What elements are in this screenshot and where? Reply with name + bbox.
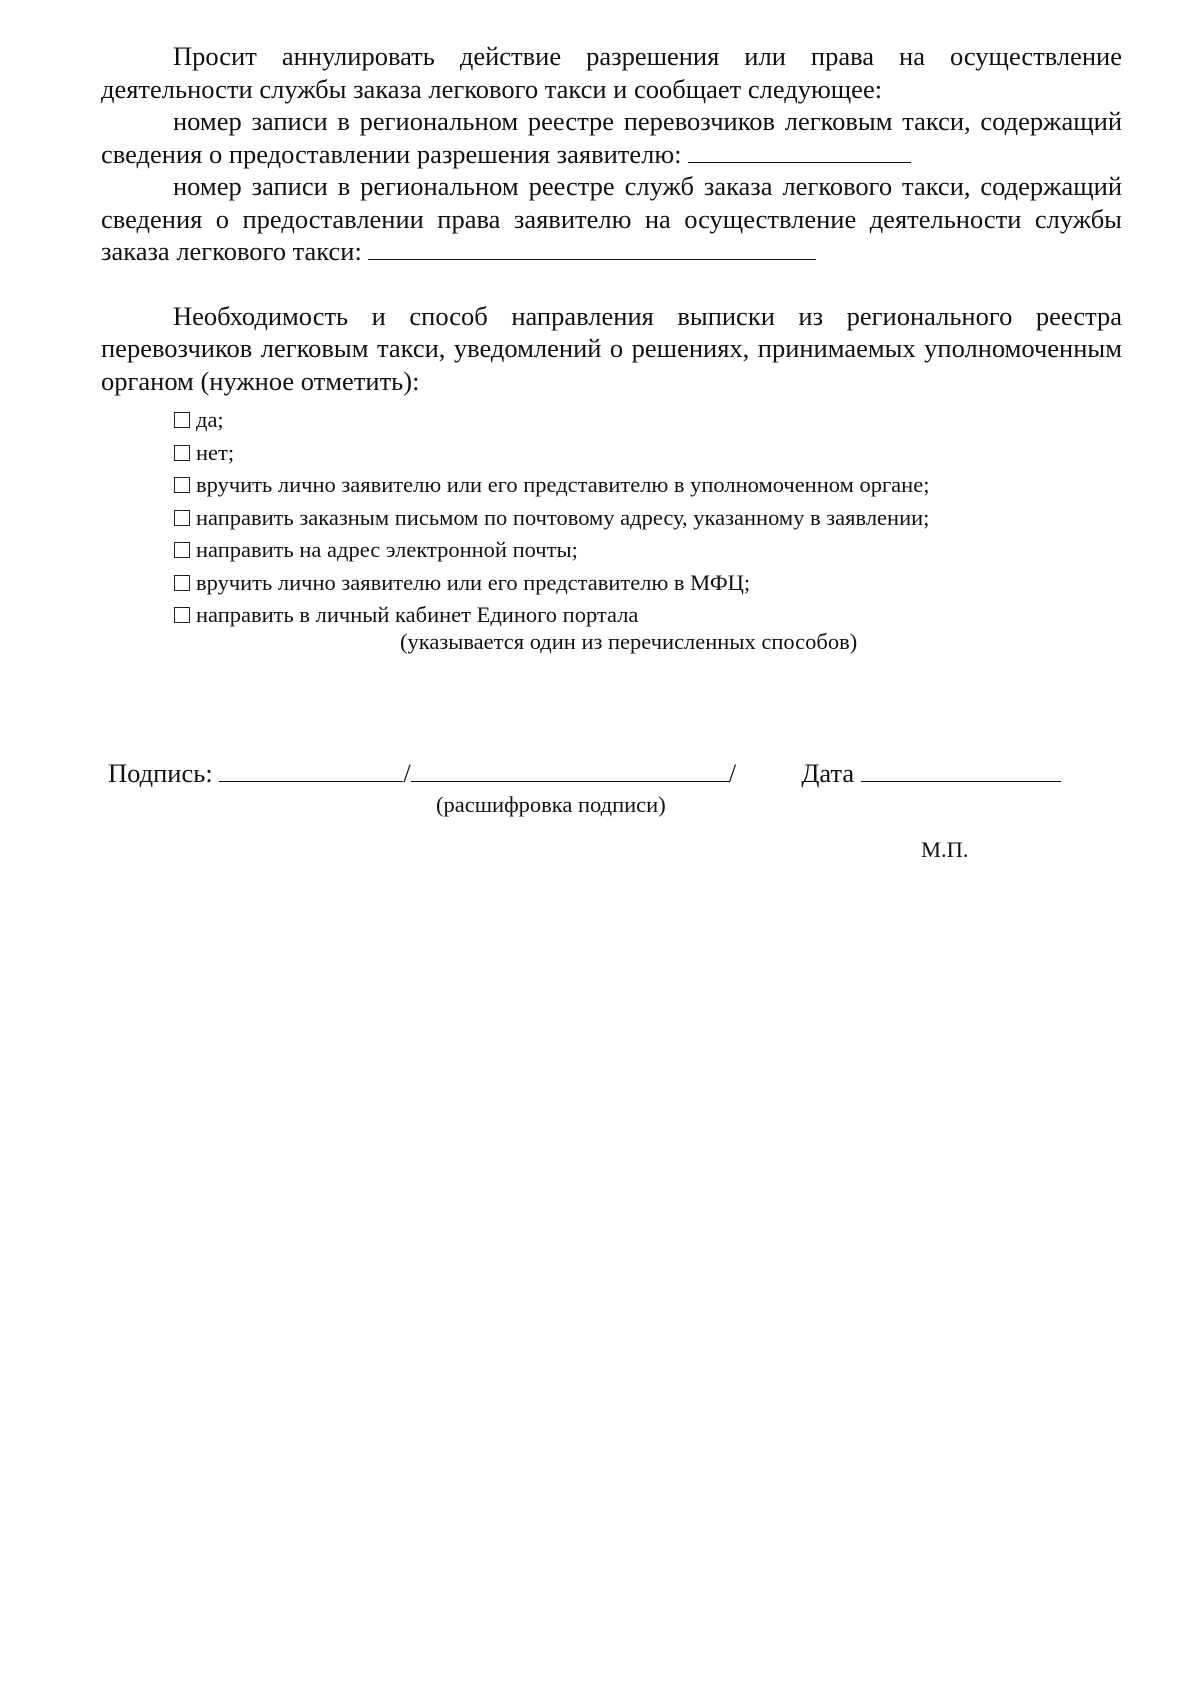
option-label: направить на адрес электронной почты; <box>196 537 578 562</box>
cancellation-request-text: Просит аннулировать действие разрешения или права на осуществление деятельности службы заказа легкового такси и сообщает следующее: <box>101 41 1122 104</box>
checkbox-icon[interactable] <box>174 445 190 461</box>
option-personal-authority[interactable] <box>174 469 929 502</box>
checkbox-icon[interactable] <box>174 477 190 493</box>
dispatch-registry-text: номер записи в региональном реестре служб заказа легкового такси, содержащий сведения о предоставлении права заявителю на осуществление деятельности службы заказа легкового такси: <box>101 171 1122 266</box>
delivery-options-list <box>174 404 929 632</box>
cancellation-request-paragraph <box>101 40 1122 105</box>
option-label: да; <box>196 407 224 432</box>
option-label: направить в личный кабинет Единого портала <box>196 602 639 627</box>
option-personal-mfc[interactable] <box>174 567 929 600</box>
document-body <box>101 40 1122 397</box>
checkbox-icon[interactable] <box>174 412 190 428</box>
option-registered-mail[interactable] <box>174 502 929 535</box>
option-label: нет; <box>196 439 235 465</box>
carrier-registry-number-field[interactable] <box>688 138 911 163</box>
signature-decoding-field[interactable] <box>411 755 729 782</box>
signature-label: Подпись: <box>108 758 213 788</box>
option-yes[interactable] <box>174 404 929 437</box>
option-label: вручить лично заявителю или его представителю в МФЦ; <box>196 569 751 595</box>
checkbox-icon[interactable] <box>174 542 190 558</box>
option-no[interactable] <box>174 437 929 470</box>
date-field[interactable] <box>861 755 1061 782</box>
signature-separator-left: / <box>403 758 411 788</box>
options-hint: (указывается один из перечисленных способов) <box>400 629 858 654</box>
dispatch-registry-paragraph <box>101 170 1122 268</box>
carrier-registry-paragraph <box>101 105 1122 170</box>
checkbox-icon[interactable] <box>174 510 190 526</box>
delivery-method-text: Необходимость и способ направления выписки из регионального реестра перевозчиков легковым такси, уведомлений о решениях, принимаемых уполномоченным органом (нужное отметить): <box>101 300 1122 396</box>
signature-row <box>108 755 1061 789</box>
delivery-method-paragraph <box>101 300 1122 398</box>
carrier-registry-text: номер записи в региональном реестре перевозчиков легковым такси, содержащий сведения о предоставлении разрешения заявителю: <box>101 106 1122 169</box>
option-label: вручить лично заявителю или его представителю в уполномоченном органе; <box>196 472 930 497</box>
signature-separator-right: / <box>728 758 737 788</box>
checkbox-icon[interactable] <box>174 575 190 591</box>
checkbox-icon[interactable] <box>174 607 190 623</box>
option-label: направить заказным письмом по почтовому адресу, указанному в заявлении; <box>196 504 930 530</box>
dispatch-registry-number-field[interactable] <box>368 235 816 260</box>
option-email[interactable] <box>174 534 929 567</box>
date-label: Дата <box>801 758 855 788</box>
signature-caption: (расшифровка подписи) <box>436 792 666 817</box>
seal-placeholder: М.П. <box>921 837 969 862</box>
signature-field[interactable] <box>219 755 403 782</box>
